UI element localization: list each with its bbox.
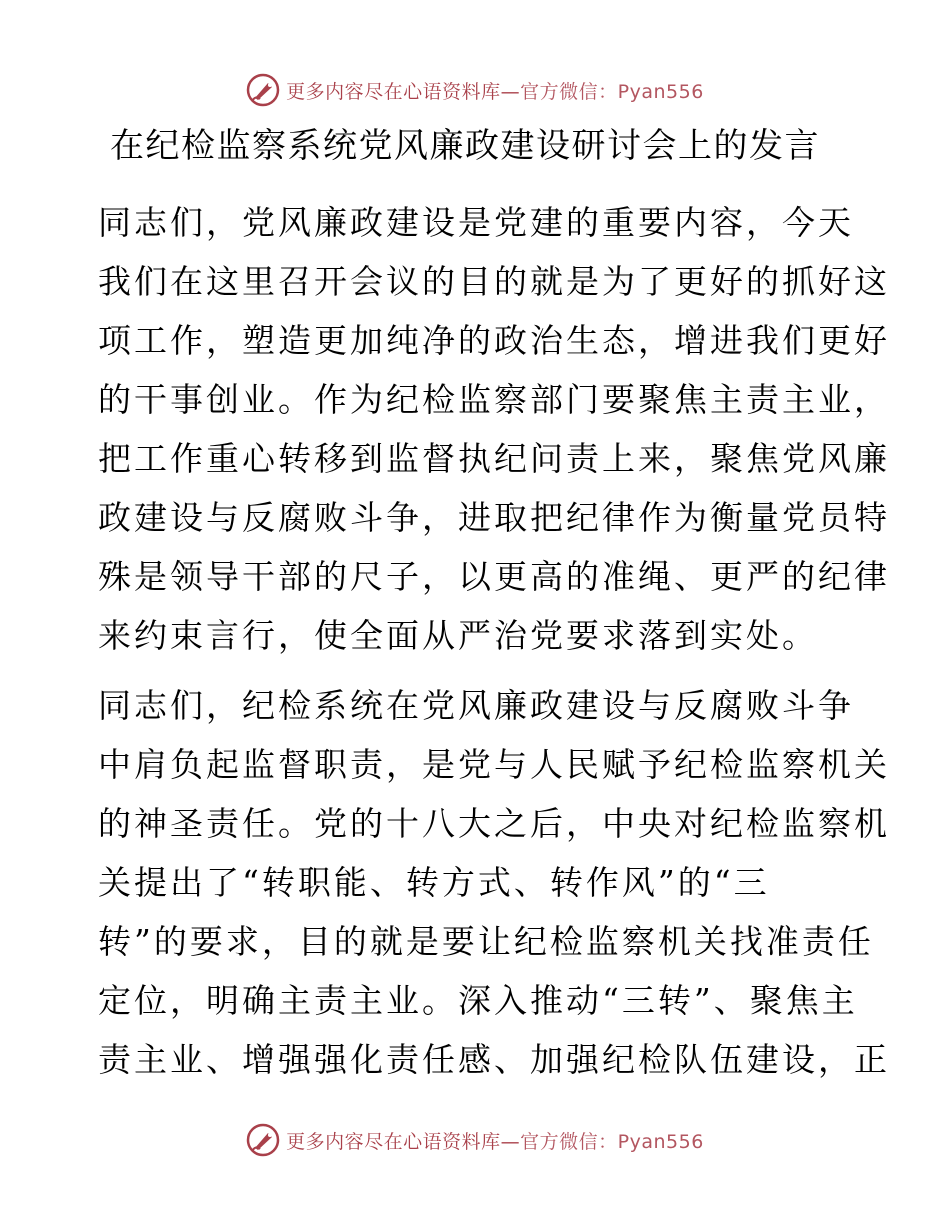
paragraph-line: 我们在这里召开会议的目的就是为了更好的抓好这 [98,262,890,301]
paragraph-line: 的神圣责任。党的十八大之后，中央对纪检监察机 [98,804,890,843]
paragraph-line: 关提出了“转职能、转方式、转作风”的“三 [98,863,770,902]
watermark-footer [0,1120,950,1160]
paragraph-line: 殊是领导干部的尺子，以更高的准绳、更严的纪律 [98,557,890,596]
paragraph-line: 同志们，纪检系统在党风廉政建设与反腐败斗争 [98,686,854,725]
watermark-header [0,70,950,110]
watermark-brand: 更多内容尽在心语资料库 [286,80,501,103]
paragraph-1 [98,193,890,665]
watermark-separator: — [500,80,521,103]
paragraph-line: 项工作，塑造更加纯净的政治生态，增进我们更好 [98,321,890,360]
watermark-separator: — [500,1130,521,1153]
document-title: 在纪检监察系统党风廉政建设研讨会上的发言 [110,126,820,166]
paragraph-line: 政建设与反腐败斗争，进取把纪律作为衡量党员特 [98,498,890,537]
paragraph-line: 定位，明确主责主业。深入推动“三转”、聚焦主 [98,981,858,1020]
watermark-text [286,77,704,104]
paragraph-line: 中肩负起监督职责，是党与人民赋予纪检监察机关 [98,745,890,784]
watermark-brand: 更多内容尽在心语资料库 [286,1130,501,1153]
paragraph-line: 转”的要求，目的就是要让纪检监察机关找准责任 [98,922,874,961]
paragraph-line: 同志们，党风廉政建设是党建的重要内容，今天 [98,203,854,242]
pen-nib-circle-logo-icon [246,1123,280,1157]
paragraph-line: 来约束言行，使全面从严治党要求落到实处。 [98,616,818,655]
pen-nib-circle-logo-icon [246,73,280,107]
watermark-wechat: 官方微信：Pyan556 [520,80,704,103]
paragraph-line: 的干事创业。作为纪检监察部门要聚焦主责主业， [98,380,890,419]
watermark-text [286,1127,704,1154]
paragraph-line: 把工作重心转移到监督执纪问责上来，聚焦党风廉 [98,439,890,478]
paragraph-line: 责主业、增强强化责任感、加强纪检队伍建设，正 [98,1040,890,1079]
paragraph-2 [98,676,890,1089]
watermark-wechat: 官方微信：Pyan556 [520,1130,704,1153]
